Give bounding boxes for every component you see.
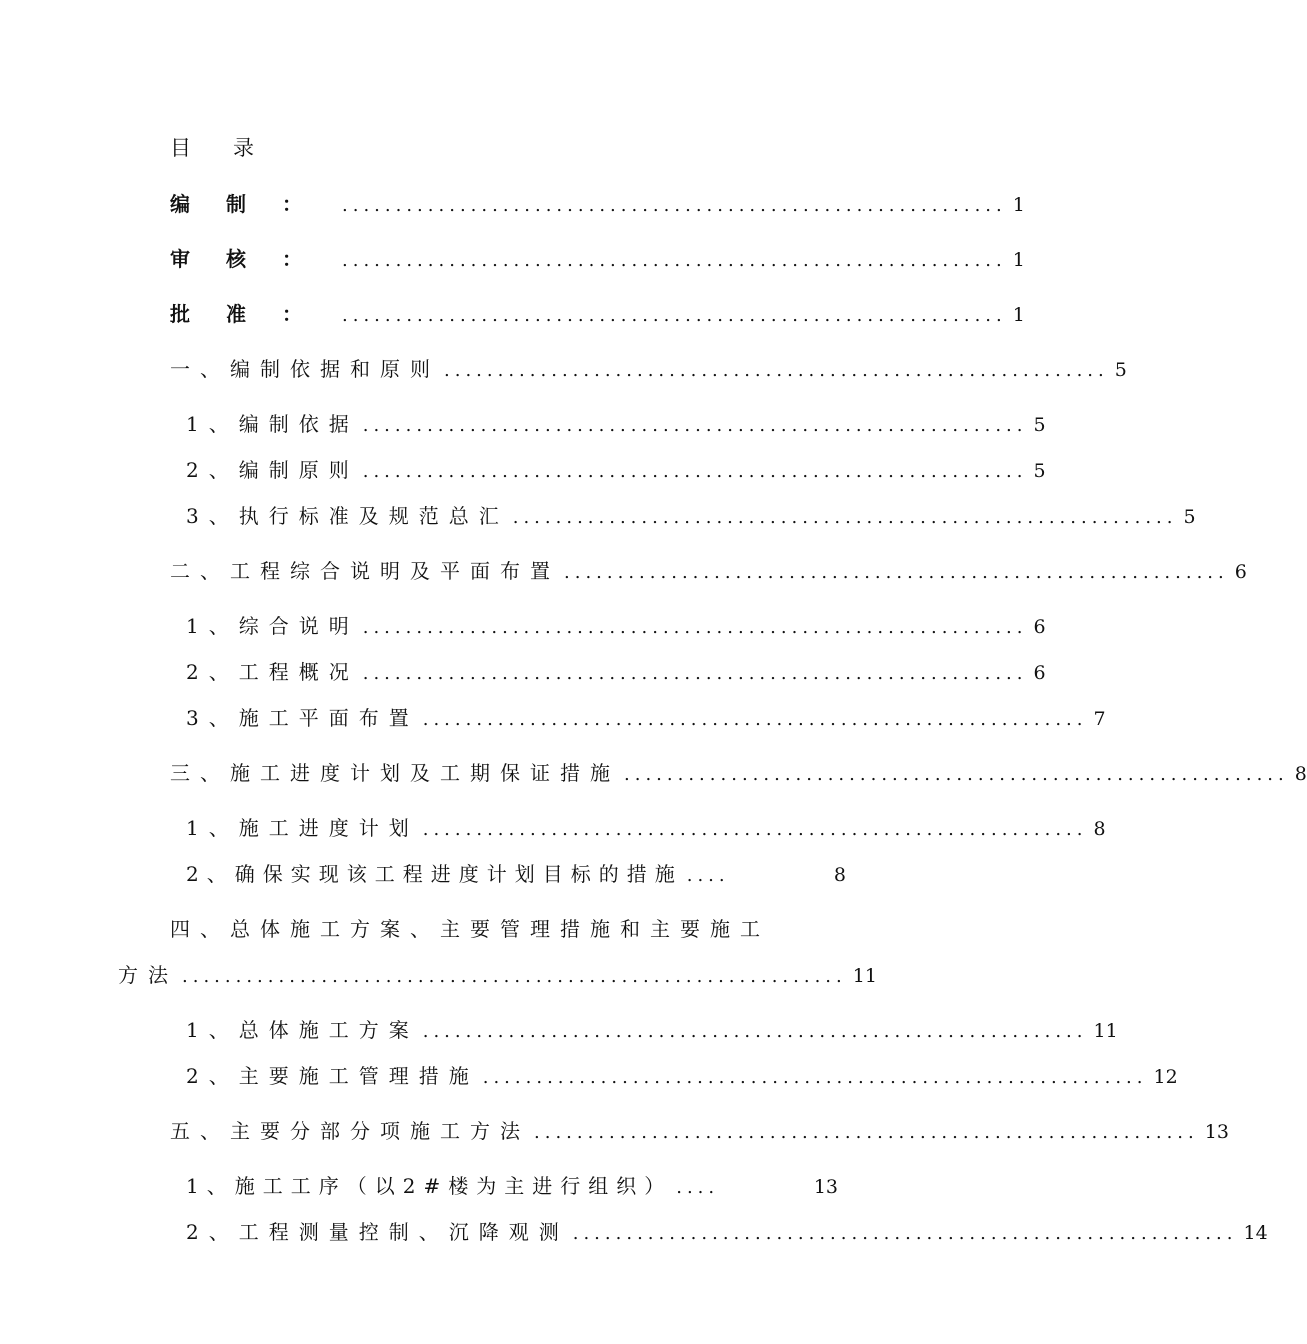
- toc-leader-dots: ..............................................................: [342, 250, 1007, 271]
- toc-page-number: 1: [1012, 194, 1025, 216]
- toc-entry[interactable]: [170, 1116, 1229, 1146]
- toc-page-number: 1: [1012, 249, 1025, 271]
- toc-page-number: 12: [1153, 1066, 1178, 1088]
- toc-leader-dots: ..............................................................: [362, 663, 1028, 684]
- toc-title-char-2: 录: [233, 136, 254, 160]
- toc-leader-dots: ..............................................................: [182, 966, 847, 987]
- toc-entry-text: 二、工程综合说明及平面布置: [170, 559, 560, 583]
- toc-page-number: 6: [1033, 616, 1046, 638]
- toc-entry-text: 2、工程概况: [186, 660, 359, 684]
- toc-title-char-1: 目: [170, 136, 191, 160]
- toc-entry[interactable]: [170, 758, 1307, 788]
- toc-entry[interactable]: [170, 189, 1025, 219]
- toc-title: [170, 132, 254, 162]
- toc-entry-text: 1、施工进度计划: [186, 816, 419, 840]
- toc-leader-dots: ..............................................................: [444, 360, 1109, 381]
- toc-entry-text: 2、工程测量控制、沉降观测: [186, 1220, 569, 1244]
- toc-entry[interactable]: [170, 556, 1247, 586]
- toc-page-number: 8: [1093, 818, 1106, 840]
- toc-entry[interactable]: [186, 859, 846, 889]
- toc-page-number: 6: [1234, 561, 1247, 583]
- toc-entry-text: 2、主要施工管理措施: [186, 1064, 479, 1088]
- toc-page-number: 5: [1183, 506, 1196, 528]
- toc-page-number: 7: [1093, 708, 1106, 730]
- toc-entry[interactable]: [170, 244, 1025, 274]
- toc-entry-text: 3、执行标准及规范总汇: [186, 504, 509, 528]
- toc-entry[interactable]: [186, 455, 1046, 485]
- toc-page-number: 13: [813, 1176, 838, 1198]
- toc-leader-dots: ....: [676, 1177, 720, 1198]
- toc-entry[interactable]: [118, 960, 877, 990]
- toc-entry[interactable]: [186, 703, 1106, 733]
- toc-leader-dots: ....: [686, 865, 730, 886]
- toc-entry[interactable]: [186, 813, 1106, 843]
- toc-entry-text: 1、总体施工方案: [186, 1018, 419, 1042]
- toc-page-number: 5: [1033, 414, 1046, 436]
- toc-entry[interactable]: [186, 657, 1046, 687]
- toc-entry-text: 1、综合说明: [186, 614, 359, 638]
- toc-page-number: 5: [1033, 460, 1046, 482]
- toc-leader-dots: ..............................................................: [534, 1122, 1199, 1143]
- toc-entry-text: 1、施工工序（以2#楼为主进行组织）: [186, 1174, 673, 1198]
- toc-entry[interactable]: [186, 409, 1046, 439]
- toc-leader-dots: ..............................................................: [362, 415, 1028, 436]
- toc-entry[interactable]: [186, 501, 1196, 531]
- toc-entry[interactable]: [170, 354, 1127, 384]
- toc-leader-dots: ..............................................................: [422, 1021, 1088, 1042]
- toc-entry[interactable]: [186, 1015, 1118, 1045]
- toc-entry-text: 三、施工进度计划及工期保证措施: [170, 761, 620, 785]
- toc-entry-text: 编制：: [170, 192, 338, 216]
- toc-leader-dots: ..............................................................: [482, 1067, 1148, 1088]
- toc-page-number: 14: [1243, 1222, 1268, 1244]
- toc-page-number: 13: [1204, 1121, 1229, 1143]
- toc-entry-text: 3、施工平面布置: [186, 706, 419, 730]
- toc-entry-text: 一、编制依据和原则: [170, 357, 440, 381]
- toc-page-number: 1: [1012, 304, 1025, 326]
- toc-entry-text: 2、编制原则: [186, 458, 359, 482]
- toc-entry-text-line1: 四、总体施工方案、主要管理措施和主要施工: [170, 917, 770, 941]
- toc-page-number: 8: [833, 864, 846, 886]
- toc-page-number: 5: [1114, 359, 1127, 381]
- toc-entry-text: 审核：: [170, 247, 338, 271]
- toc-leader-dots: ..............................................................: [572, 1223, 1238, 1244]
- toc-entry-text: 批准：: [170, 302, 338, 326]
- toc-entry-text-line2: 方法: [118, 963, 178, 987]
- toc-page-number: 11: [1093, 1020, 1118, 1042]
- toc-entry[interactable]: [170, 299, 1025, 329]
- toc-entry-text: 1、编制依据: [186, 412, 359, 436]
- toc-leader-dots: ..............................................................: [422, 709, 1088, 730]
- toc-leader-dots: ..............................................................: [342, 305, 1007, 326]
- toc-leader-dots: ..............................................................: [512, 507, 1178, 528]
- toc-leader-dots: ..............................................................: [342, 195, 1007, 216]
- toc-entry[interactable]: [186, 1217, 1268, 1247]
- toc-entry-text: 五、主要分部分项施工方法: [170, 1119, 530, 1143]
- toc-leader-dots: ..............................................................: [362, 461, 1028, 482]
- toc-entry[interactable]: [186, 611, 1046, 641]
- toc-leader-dots: ..............................................................: [624, 764, 1289, 785]
- toc-leader-dots: ..............................................................: [564, 562, 1229, 583]
- toc-page-number: 6: [1033, 662, 1046, 684]
- toc-leader-dots: ..............................................................: [362, 617, 1028, 638]
- toc-entry[interactable]: [186, 1171, 838, 1201]
- toc-entry-text: 2、确保实现该工程进度计划目标的措施: [186, 862, 683, 886]
- toc-page-number: 8: [1294, 763, 1307, 785]
- toc-entry[interactable]: [186, 1061, 1178, 1091]
- toc-leader-dots: ..............................................................: [422, 819, 1088, 840]
- toc-page-number: 11: [852, 965, 877, 987]
